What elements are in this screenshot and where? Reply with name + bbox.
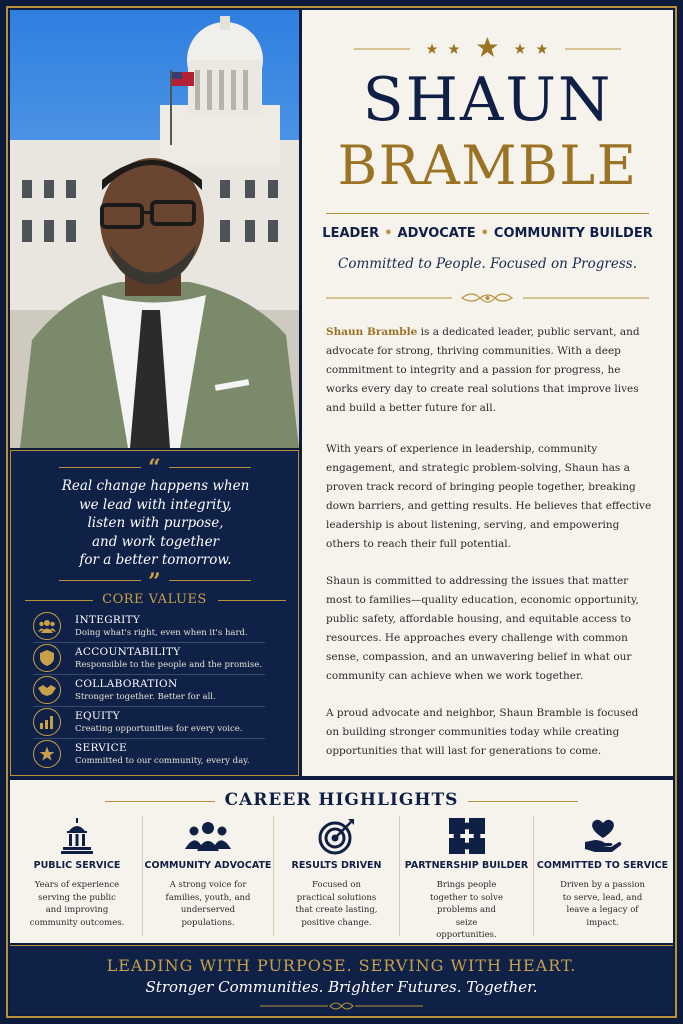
value-item-accountability: [33, 643, 265, 675]
bio-paragraph-2: With years of experience in leadership, community engagement, and strategic problem-solving, Shaun has a proven track record of bringing people together, breaking down barriers, and getting results. He believes that effective leadership is about listening, serving, and empowering others to reach their full potential.: [326, 443, 652, 550]
quote-line: for a better tomorrow.: [79, 552, 232, 568]
motto: Committed to People. Focused on Progress.: [338, 256, 637, 272]
value-desc: Creating opportunities for every voice.: [75, 724, 243, 734]
value-title: SERVICE: [75, 742, 127, 754]
divider: [326, 213, 649, 214]
group-icon: [143, 816, 273, 856]
career-title: CAREER HIGHLIGHTS: [224, 790, 459, 810]
tagline-item: LEADER: [322, 226, 380, 241]
value-item-integrity: [33, 611, 265, 643]
divider: [169, 467, 251, 468]
heart-hand-icon: [534, 816, 671, 856]
highlight-title: PUBLIC SERVICE: [33, 860, 121, 871]
value-desc: Committed to our community, every day.: [75, 756, 250, 766]
quote-line: and work together: [91, 533, 220, 550]
value-desc: Stronger together. Better for all.: [75, 692, 216, 702]
tagline-item: COMMUNITY BUILDER: [493, 226, 653, 241]
highlight-desc: Focused on practical solutions that create lasting, positive change.: [295, 880, 378, 928]
quote-text: [21, 477, 290, 570]
tagline: [302, 226, 673, 241]
handshake-icon: [33, 676, 61, 704]
highlight-community-advocate: [142, 816, 273, 936]
value-item-equity: [33, 707, 265, 739]
shield-icon: [33, 644, 61, 672]
highlight-title: COMMITTED TO SERVICE: [536, 860, 669, 871]
bio-paragraph-4: A proud advocate and neighbor, Shaun Bramble is focused on building stronger communities today while creating opportunities that will last for generations to come.: [326, 707, 639, 757]
bio-paragraph-1: [326, 323, 652, 418]
highlight-desc: Years of experience serving the public and improving community outcomes.: [29, 880, 125, 928]
value-item-service: [33, 739, 265, 771]
tagline-item: ADVOCATE: [397, 226, 476, 241]
bio-paragraph-3: Shaun is committed to addressing the issues that matter most to families—quality education, economic opportunity, public safety, affordable housing, and equitable access to resources. He approaches every challenge with common sense, compassion, and an unwavering belief in what our community can achieve when we work together.: [326, 575, 639, 682]
footer-flourish: [10, 1000, 673, 1012]
flourish-ornament: [302, 290, 673, 306]
capitol-icon: [12, 816, 142, 856]
highlight-desc: Brings people together to solve problems and seize opportunities.: [430, 880, 503, 940]
highlight-results-driven: [273, 816, 399, 936]
stars-ornament: [302, 36, 673, 60]
people-icon: [33, 612, 61, 640]
star-icon: [33, 740, 61, 768]
quote-panel: [10, 450, 299, 776]
highlight-desc: A strong voice for families, youth, and underserved populations.: [165, 880, 251, 928]
tagline-separator: •: [384, 226, 393, 241]
highlight-committed-to-service: [533, 816, 671, 936]
bio-name: Shaun Bramble: [326, 326, 418, 338]
core-values-title: CORE VALUES: [102, 592, 207, 607]
value-desc: Doing what's right, even when it's hard.: [75, 628, 248, 638]
quote-line: listen with purpose,: [87, 515, 224, 531]
puzzle-icon: [400, 816, 533, 856]
candidate-last-name: BRAMBLE: [337, 134, 638, 197]
highlight-public-service: [12, 816, 142, 936]
value-title: ACCOUNTABILITY: [75, 646, 181, 658]
footer-slogan: LEADING WITH PURPOSE. SERVING WITH HEART.: [106, 956, 577, 975]
candidate-first-name: SHAUN: [362, 65, 613, 135]
footer-subslogan: Stronger Communities. Brighter Futures. Together.: [145, 978, 538, 996]
value-title: COLLABORATION: [75, 678, 178, 690]
value-item-collaboration: [33, 675, 265, 707]
target-icon: [274, 816, 399, 856]
highlight-title: PARTNERSHIP BUILDER: [404, 860, 529, 871]
footer-banner: [10, 945, 673, 1014]
candidate-photo: [10, 10, 299, 448]
value-title: EQUITY: [75, 710, 121, 722]
divider: [169, 580, 251, 581]
value-title: INTEGRITY: [75, 614, 141, 626]
bar-chart-icon: [33, 708, 61, 736]
bio-panel: [302, 10, 673, 776]
quote-line: Real change happens when: [61, 478, 250, 494]
highlight-partnership-builder: [399, 816, 533, 940]
quote-close-mark: ”: [148, 569, 161, 595]
quote-line: we lead with integrity,: [79, 496, 232, 513]
bio-text: is a dedicated leader, public servant, and advocate for strong, thriving communities. With a deep commitment to integrity and a passion for progress, he works every day to create real solutions that improve lives and build a better future for all.: [326, 326, 640, 414]
divider: [218, 600, 286, 601]
highlight-title: COMMUNITY ADVOCATE: [144, 860, 272, 871]
highlight-title: RESULTS DRIVEN: [291, 860, 382, 871]
tagline-separator: •: [480, 226, 489, 241]
divider: [468, 801, 578, 802]
highlight-desc: Driven by a passion to serve, lead, and leave a legacy of impact.: [560, 880, 645, 928]
value-desc: Responsible to the people and the promise.: [75, 660, 262, 670]
career-highlights: [10, 780, 673, 943]
quote-open-mark: “: [148, 455, 161, 481]
